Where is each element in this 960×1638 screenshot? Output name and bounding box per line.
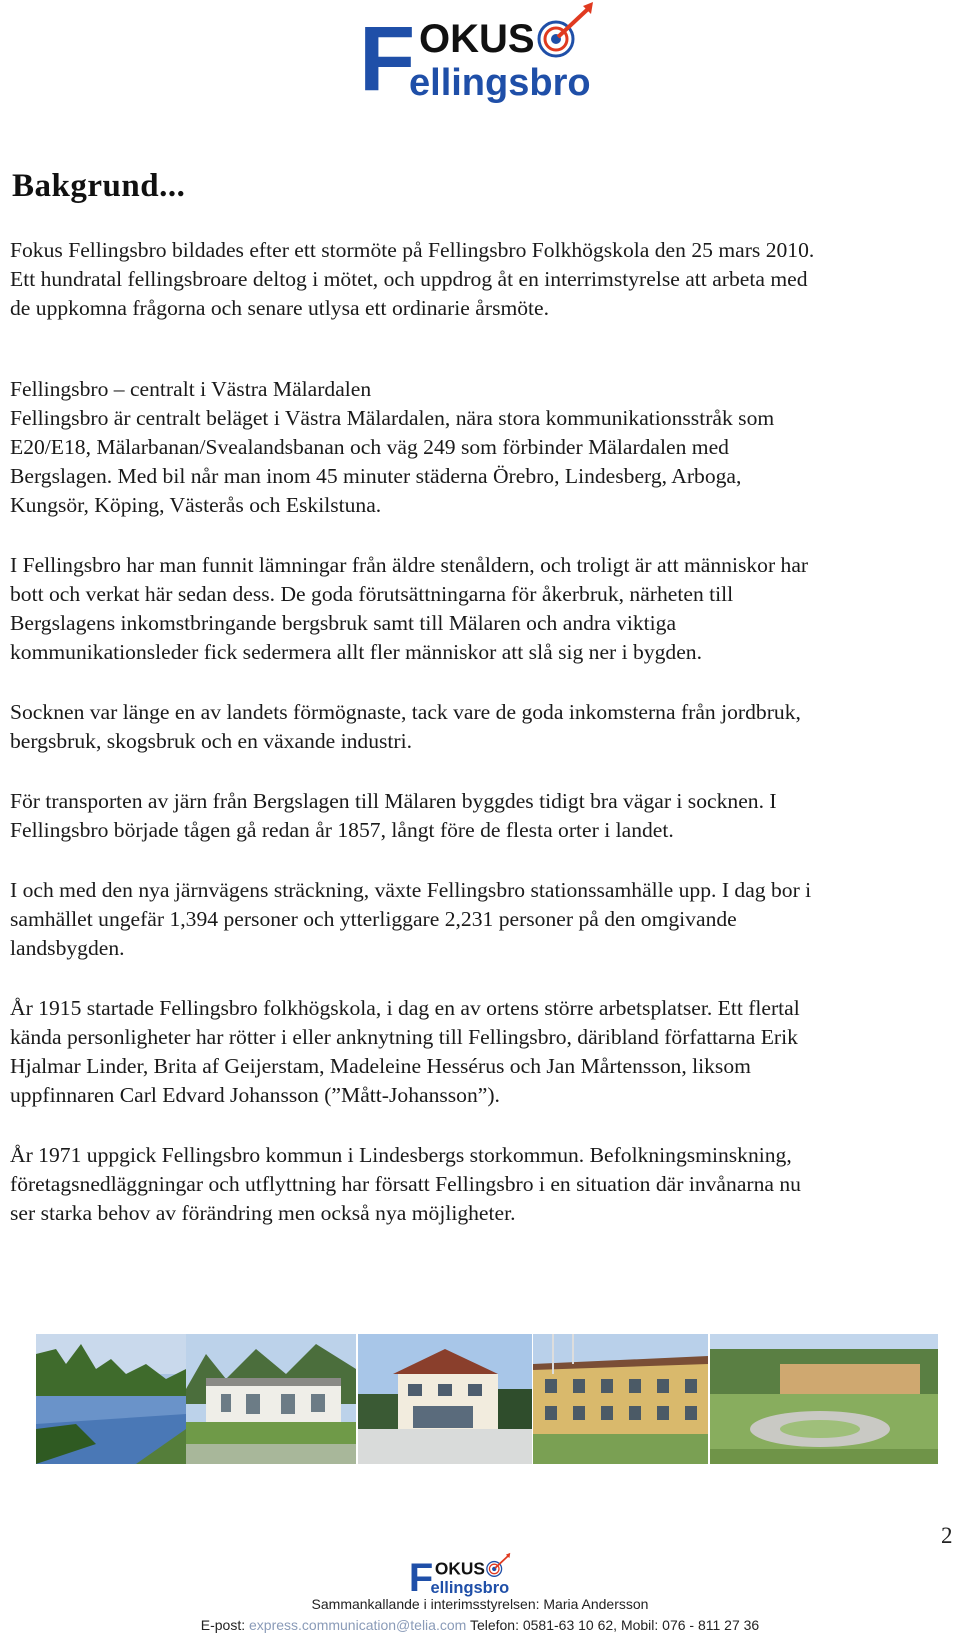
logo-graphic — [357, 2, 597, 104]
logo-word-okus: OKUS — [434, 1558, 485, 1579]
paragraph-transport — [10, 787, 952, 845]
target-icon — [539, 2, 593, 56]
text-line: År 1915 startade Fellingsbro folkhögskola, i dag en av ortens större arbetsplatser. Ett flertal — [10, 996, 800, 1020]
paragraph-railway — [10, 876, 952, 963]
logo-letter: F — [408, 1556, 434, 1598]
photo-apartment — [533, 1334, 708, 1464]
text-line: ser starka behov av förändring men också nya möjligheter. — [10, 1201, 516, 1225]
fokus-fellingsbro-logo-small — [408, 1552, 512, 1598]
photo-house — [358, 1334, 532, 1464]
text-line: bergsbruk, skogsbruk och en växande industri. — [10, 729, 413, 753]
text-line: År 1971 uppgick Fellingsbro kommun i Lindesbergs storkommun. Befolkningsminskning, — [10, 1143, 792, 1167]
text-line: Socknen var länge en av landets förmögnaste, tack vare de goda inkomsterna från jordbruk, — [10, 700, 801, 724]
text-line: I och med den nya järnvägens sträckning, växte Fellingsbro stationssamhälle upp. I dag bor i — [10, 878, 812, 902]
text-line: Kungsör, Köping, Västerås och Eskilstuna. — [10, 493, 382, 517]
footer-contact-details — [0, 1617, 960, 1633]
text-line: samhället ungefär 1,394 personer och ytterliggare 2,231 personer på den omgivande — [10, 907, 737, 931]
photo-strip — [36, 1334, 938, 1464]
photo-white-building — [186, 1334, 356, 1464]
logo-word-ellingsbro: ellingsbro — [430, 1579, 510, 1598]
text-line: Fellingsbro – centralt i Västra Mälardalen — [10, 377, 372, 401]
text-line: företagsnedläggningar och utflyttning har försatt Fellingsbro i en situation där invånarna nu — [10, 1172, 801, 1196]
logo-word-okus: OKUS — [419, 17, 535, 61]
page-number: 2 — [941, 1523, 953, 1548]
target-icon — [487, 1553, 510, 1576]
text-line: de uppkomna frågorna och senare utlysa ett ordinarie årsmöte. — [10, 296, 550, 320]
logo-letter: F — [359, 8, 416, 104]
page-title: Bakgrund... — [12, 168, 186, 204]
footer-contact-person: Sammankallande i interimsstyrelsen: Maria Andersson — [311, 1596, 649, 1612]
text-line: Ett hundratal fellingsbroare deltog i mötet, och uppdrog åt en interrimstyrelse att arbeta med — [10, 267, 808, 291]
paragraph-parish — [10, 698, 952, 756]
logo-word-ellingsbro: ellingsbro — [409, 62, 591, 104]
email-link[interactable]: express.communication@telia.com — [249, 1617, 467, 1633]
text-line: uppfinnaren Carl Edvard Johansson (”Mått-Johansson”). — [10, 1083, 500, 1107]
paragraph-1971 — [10, 1141, 952, 1228]
text-line: I Fellingsbro har man funnit lämningar från äldre stenåldern, och troligt är att människor har — [10, 553, 809, 577]
paragraph-intro — [10, 236, 952, 323]
text-line: Hjalmar Linder, Brita af Geijerstam, Madeleine Hessérus och Jan Mårtensson, liksom — [10, 1054, 751, 1078]
paragraph-history — [10, 551, 952, 667]
fokus-fellingsbro-logo — [357, 2, 597, 104]
text-line: För transporten av järn från Bergslagen till Mälaren byggdes tidigt bra vägar i socknen. I — [10, 789, 777, 813]
photo-park — [710, 1334, 938, 1464]
text-line: kända personligheter har rötter i eller anknytning till Fellingsbro, däribland författarna Erik — [10, 1025, 798, 1049]
paragraph-folkhogskola — [10, 994, 952, 1110]
text-line: Bergslagen. Med bil når man inom 45 minuter städerna Örebro, Lindesberg, Arboga, — [10, 464, 742, 488]
text-line: Fellingsbro började tågen gå redan år 1857, långt före de flesta orter i landet. — [10, 818, 674, 842]
phone-text: Telefon: 0581-63 10 62, Mobil: 076 - 811 27 36 — [469, 1617, 760, 1633]
text-line: Fokus Fellingsbro bildades efter ett stormöte på Fellingsbro Folkhögskola den 25 mars 2010. — [10, 238, 815, 262]
logo-graphic-small — [408, 1552, 512, 1598]
text-line: bott och verkat här sedan dess. De goda förutsättningarna för åkerbruk, närheten till — [10, 582, 734, 606]
text-line: Fellingsbro är centralt beläget i Västra Mälardalen, nära stora kommunikationsstråk som — [10, 406, 775, 430]
email-label: E-post: — [200, 1617, 246, 1633]
text-line: Bergslagens inkomstbringande bergsbruk samt till Mälaren och andra viktiga — [10, 611, 677, 635]
text-line: E20/E18, Mälarbanan/Svealandsbanan och väg 249 som förbinder Mälardalen med — [10, 435, 729, 459]
body-text — [10, 236, 952, 1259]
text-line: kommunikationsleder fick sedermera allt fler människor att slå sig ner i bygden. — [10, 640, 703, 664]
photo-lake — [36, 1334, 186, 1464]
text-line: landsbygden. — [10, 936, 125, 960]
paragraph-location — [10, 375, 952, 520]
